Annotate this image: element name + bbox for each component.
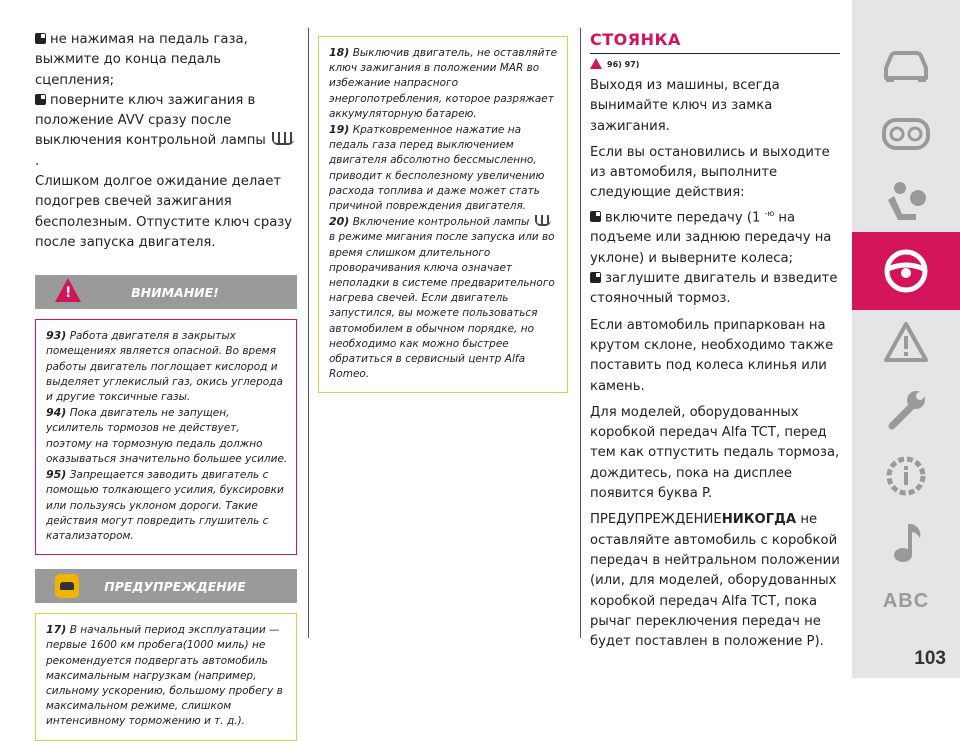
car-caution-icon [55, 574, 79, 598]
caution-banner [35, 569, 297, 603]
glow-plug-lamp-icon [535, 215, 551, 226]
sidebar-item-index[interactable] [852, 565, 960, 637]
seat-airbag-icon [880, 180, 932, 224]
checkbox-bullet-icon [590, 272, 601, 283]
gear-info-icon [882, 452, 930, 500]
paragraph-tct: Для моделей, оборудованных коробкой передач Alfa TCT, перед тем как отпустить педаль тормоза, дождитесь, пока на дисплее появится буква P. [590, 404, 840, 502]
note-94: 94) Пока двигатель не запущен, усилитель тормозов не действует, поэтому на тормозную педаль должно оказываться значительно большее усилие. [46, 406, 288, 465]
warning-triangle-icon [882, 320, 930, 364]
warning-triangle-icon [590, 58, 602, 69]
sidebar-item-dashboard[interactable] [852, 98, 960, 170]
column-divider [580, 28, 581, 638]
note-19: 19) Кратковременное нажатие на педаль газа перед выключением двигателя абсолютно бессмысленно, приводит к бесполезному увеличению расхода топлива и даже может стать причиной повреждения двигателя. [329, 123, 545, 213]
paragraph-slope: Если автомобиль припаркован на крутом склоне, необходимо также поставить под колеса клинья или камень. [590, 317, 834, 394]
sidebar-item-maintenance[interactable] [852, 374, 960, 446]
checkbox-bullet-icon [590, 211, 601, 222]
caution-title: ПРЕДУПРЕЖДЕНИЕ [104, 578, 246, 594]
note-95: 95) Запрещается заводить двигатель с помощью толкающего усилия, буксировки или пользуясь уклоном дороги. Такие действия могут повредить глушитель с катализатором. [46, 468, 284, 542]
car-icon [880, 48, 932, 84]
section-title: СТОЯНКА [590, 30, 840, 54]
glow-plug-lamp-icon [272, 132, 294, 145]
caution-box-continued [318, 36, 568, 393]
step-clutch: не нажимая на педаль газа, выжмите до конца педаль сцепления; [35, 32, 248, 88]
wrench-icon [882, 386, 930, 434]
note-18: 18) Выключив двигатель, не оставляйте ключ зажигания в положении MAR во избежание напрасного энергопотребления, которое разряжает аккумуляторную батарею. [329, 46, 558, 120]
sidebar-item-specs[interactable] [852, 440, 960, 512]
music-note-icon [886, 518, 926, 566]
sidebar-item-safety[interactable] [852, 166, 960, 238]
note-17: 17) В начальный период эксплуатации — первые 1600 км пробега(1000 миль) не рекомендуется подвергать автомобиль максимальным нагрузкам (например, сильному ускорению, большому пробегу в максимальном режиме, слишком интенсивному торможению и т. д.). [46, 623, 283, 728]
dashboard-gauges-icon [880, 116, 932, 152]
sidebar-item-car[interactable] [852, 30, 960, 102]
checkbox-bullet-icon [35, 94, 46, 105]
warning-banner [35, 275, 297, 309]
paragraph-steps-intro: Если вы остановились и выходите из автомобиля, выполните следующие действия: [590, 144, 830, 201]
step-ignition: поверните ключ зажигания в положение AVV сразу после выключения контрольной лампы . [35, 91, 297, 172]
middle-column [318, 36, 568, 393]
paragraph-waiting: Слишком долгое ожидание делает подогрев свечей зажигания бесполезным. Отпустите ключ сразу после запуска двигателя. [35, 174, 293, 250]
step-handbrake: заглушите двигатель и взведите стояночный тормоз. [590, 271, 838, 307]
step-engage-gear: включите передачу (1 $^{-ю}$ на подъеме или заднюю передачу на уклоне) и выверните колеса; [590, 208, 832, 266]
column-divider [308, 28, 309, 638]
note-20: 20) Включение контрольной лампы в режиме мигания после запуска или во время слишком длительного проворачивания ключа означает неполадки в системе предварительного нагрева свечей. Если двигатель запустился, вы можете пользоваться автомобилем в обычном порядке, но необходимо как можно быстрее обратиться в сервисный центр Alfa Romeo. [329, 215, 555, 381]
left-column [35, 30, 297, 741]
sidebar-item-emergency[interactable] [852, 306, 960, 378]
caution-box [35, 613, 297, 740]
chapter-sidebar [852, 0, 960, 678]
warning-triangle-icon: ! [55, 278, 81, 302]
paragraph-remove-key: Выходя из машины, всегда вынимайте ключ из замка зажигания. [590, 78, 780, 134]
page-number: 103 [914, 648, 946, 669]
steering-wheel-icon [882, 247, 930, 295]
paragraph-neutral-warning: ПРЕДУПРЕЖДЕНИЕНИКОГДА не оставляйте автомобиль с коробкой передач в нейтральном положении (или, для моделей, оборудованных коробкой передач Alfa TCT, пока рычаг переключения передач не будет поставлен в положение P). [590, 512, 840, 650]
right-column [590, 30, 840, 652]
warning-box [35, 319, 297, 555]
warning-title: ВНИМАНИЕ! [131, 284, 219, 300]
warning-refs: 96) 97) [590, 58, 840, 76]
checkbox-bullet-icon [35, 33, 46, 44]
note-93: 93) Работа двигателя в закрытых помещениях является опасной. Во время работы двигатель поглощает кислород и выделяет углекислый газ, окись углерода и другие токсичные газы. [46, 329, 283, 404]
sidebar-item-driving[interactable] [852, 232, 960, 310]
index-abc-label: ABC [882, 589, 930, 612]
